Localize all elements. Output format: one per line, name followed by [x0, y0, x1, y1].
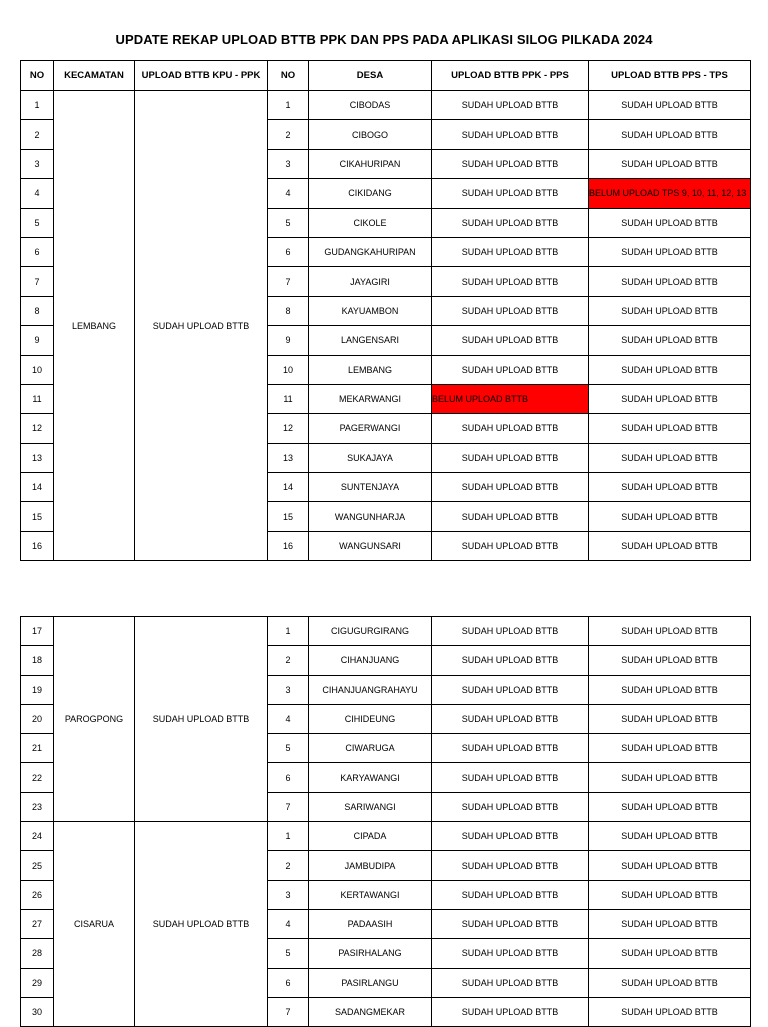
desa-name: LEMBANG: [309, 355, 432, 384]
pps-tps-status: SUDAH UPLOAD BTTB: [589, 646, 751, 675]
row-number: 26: [21, 880, 54, 909]
row-number: 30: [21, 997, 54, 1026]
desa-number: 12: [268, 414, 309, 443]
desa-number: 6: [268, 237, 309, 266]
table-header-row: [21, 61, 751, 91]
row-number: 25: [21, 851, 54, 880]
row-number: 20: [21, 704, 54, 733]
desa-number: 5: [268, 939, 309, 968]
row-number: 4: [21, 179, 54, 208]
row-number: 24: [21, 822, 54, 851]
desa-number: 7: [268, 997, 309, 1026]
ppk-pps-status: SUDAH UPLOAD BTTB: [432, 968, 589, 997]
pps-tps-status: SUDAH UPLOAD BTTB: [589, 355, 751, 384]
ppk-pps-status: SUDAH UPLOAD BTTB: [432, 939, 589, 968]
desa-number: 6: [268, 968, 309, 997]
pps-tps-status: SUDAH UPLOAD BTTB: [589, 326, 751, 355]
desa-name: PADAASIH: [309, 909, 432, 938]
ppk-pps-status: SUDAH UPLOAD BTTB: [432, 208, 589, 237]
row-number: 7: [21, 267, 54, 296]
ppk-pps-status: SUDAH UPLOAD BTTB: [432, 822, 589, 851]
pps-tps-status: SUDAH UPLOAD BTTB: [589, 414, 751, 443]
pps-tps-status: SUDAH UPLOAD BTTB: [589, 237, 751, 266]
desa-number: 3: [268, 675, 309, 704]
header-kecamatan: KECAMATAN: [54, 61, 135, 91]
pps-tps-status: SUDAH UPLOAD BTTB: [589, 675, 751, 704]
desa-number: 5: [268, 208, 309, 237]
row-number: 18: [21, 646, 54, 675]
row-number: 14: [21, 473, 54, 502]
row-number: 27: [21, 909, 54, 938]
desa-number: 1: [268, 617, 309, 646]
desa-name: CIGUGURGIRANG: [309, 617, 432, 646]
ppk-pps-status: SUDAH UPLOAD BTTB: [432, 237, 589, 266]
ppk-pps-status: SUDAH UPLOAD BTTB: [432, 880, 589, 909]
desa-name: CIHANJUANGRAHAYU: [309, 675, 432, 704]
desa-name: SUNTENJAYA: [309, 473, 432, 502]
desa-number: 13: [268, 443, 309, 472]
desa-name: CIHIDEUNG: [309, 704, 432, 733]
kpu-ppk-status: SUDAH UPLOAD BTTB: [135, 617, 268, 822]
ppk-pps-status: SUDAH UPLOAD BTTB: [432, 179, 589, 208]
pps-tps-status: SUDAH UPLOAD BTTB: [589, 502, 751, 531]
pps-tps-status: SUDAH UPLOAD BTTB: [589, 909, 751, 938]
desa-number: 2: [268, 851, 309, 880]
kpu-ppk-status: SUDAH UPLOAD BTTB: [135, 822, 268, 1027]
desa-name: KAYUAMBON: [309, 296, 432, 325]
document-title: UPDATE REKAP UPLOAD BTTB PPK DAN PPS PADA APLIKASI SILOG PILKADA 2024: [115, 32, 653, 47]
table-row: [21, 617, 751, 646]
recap-table-parogpong-cisarua: [20, 616, 751, 1027]
ppk-pps-status: SUDAH UPLOAD BTTB: [432, 326, 589, 355]
desa-name: GUDANGKAHURIPAN: [309, 237, 432, 266]
row-number: 23: [21, 792, 54, 821]
pps-tps-status: SUDAH UPLOAD BTTB: [589, 473, 751, 502]
pps-tps-status: SUDAH UPLOAD BTTB: [589, 617, 751, 646]
ppk-pps-status: SUDAH UPLOAD BTTB: [432, 355, 589, 384]
desa-name: PASIRLANGU: [309, 968, 432, 997]
row-number: 29: [21, 968, 54, 997]
desa-name: CIWARUGA: [309, 734, 432, 763]
pps-tps-status: BELUM UPLOAD TPS 9, 10, 11, 12, 13: [589, 179, 751, 208]
pps-tps-status: SUDAH UPLOAD BTTB: [589, 384, 751, 413]
ppk-pps-status: SUDAH UPLOAD BTTB: [432, 473, 589, 502]
desa-name: WANGUNHARJA: [309, 502, 432, 531]
ppk-pps-status: SUDAH UPLOAD BTTB: [432, 267, 589, 296]
pps-tps-status: SUDAH UPLOAD BTTB: [589, 734, 751, 763]
ppk-pps-status: SUDAH UPLOAD BTTB: [432, 91, 589, 120]
ppk-pps-status: SUDAH UPLOAD BTTB: [432, 763, 589, 792]
recap-table-lembang: [20, 60, 751, 561]
desa-name: SUKAJAYA: [309, 443, 432, 472]
desa-name: MEKARWANGI: [309, 384, 432, 413]
desa-name: CIKOLE: [309, 208, 432, 237]
ppk-pps-status: BELUM UPLOAD BTTB: [432, 384, 589, 413]
header-no: NO: [21, 61, 54, 91]
row-number: 15: [21, 502, 54, 531]
kecamatan-cell: CISARUA: [54, 822, 135, 1027]
ppk-pps-status: SUDAH UPLOAD BTTB: [432, 414, 589, 443]
kpu-ppk-status: SUDAH UPLOAD BTTB: [135, 91, 268, 561]
desa-name: CIKIDANG: [309, 179, 432, 208]
desa-number: 4: [268, 179, 309, 208]
ppk-pps-status: SUDAH UPLOAD BTTB: [432, 531, 589, 560]
ppk-pps-status: SUDAH UPLOAD BTTB: [432, 734, 589, 763]
ppk-pps-status: SUDAH UPLOAD BTTB: [432, 792, 589, 821]
ppk-pps-status: SUDAH UPLOAD BTTB: [432, 502, 589, 531]
desa-name: PASIRHALANG: [309, 939, 432, 968]
pps-tps-status: SUDAH UPLOAD BTTB: [589, 296, 751, 325]
desa-name: LANGENSARI: [309, 326, 432, 355]
desa-number: 14: [268, 473, 309, 502]
pps-tps-status: SUDAH UPLOAD BTTB: [589, 704, 751, 733]
desa-name: CIHANJUANG: [309, 646, 432, 675]
ppk-pps-status: SUDAH UPLOAD BTTB: [432, 120, 589, 149]
table-row: [21, 91, 751, 120]
row-number: 21: [21, 734, 54, 763]
desa-number: 7: [268, 792, 309, 821]
desa-number: 11: [268, 384, 309, 413]
row-number: 9: [21, 326, 54, 355]
ppk-pps-status: SUDAH UPLOAD BTTB: [432, 443, 589, 472]
desa-number: 9: [268, 326, 309, 355]
row-number: 10: [21, 355, 54, 384]
desa-number: 5: [268, 734, 309, 763]
row-number: 3: [21, 149, 54, 178]
row-number: 19: [21, 675, 54, 704]
desa-number: 4: [268, 909, 309, 938]
pps-tps-status: SUDAH UPLOAD BTTB: [589, 997, 751, 1026]
pps-tps-status: SUDAH UPLOAD BTTB: [589, 120, 751, 149]
desa-name: CIPADA: [309, 822, 432, 851]
desa-number: 15: [268, 502, 309, 531]
desa-name: CIKAHURIPAN: [309, 149, 432, 178]
desa-number: 3: [268, 149, 309, 178]
header-desa: DESA: [309, 61, 432, 91]
desa-number: 10: [268, 355, 309, 384]
desa-number: 1: [268, 91, 309, 120]
row-number: 6: [21, 237, 54, 266]
row-number: 5: [21, 208, 54, 237]
desa-name: SARIWANGI: [309, 792, 432, 821]
desa-number: 2: [268, 120, 309, 149]
row-number: 17: [21, 617, 54, 646]
ppk-pps-status: SUDAH UPLOAD BTTB: [432, 646, 589, 675]
row-number: 11: [21, 384, 54, 413]
desa-number: 16: [268, 531, 309, 560]
pps-tps-status: SUDAH UPLOAD BTTB: [589, 792, 751, 821]
header-pps-tps: UPLOAD BTTB PPS - TPS: [589, 61, 751, 91]
pps-tps-status: SUDAH UPLOAD BTTB: [589, 880, 751, 909]
row-number: 13: [21, 443, 54, 472]
desa-number: 1: [268, 822, 309, 851]
desa-name: SADANGMEKAR: [309, 997, 432, 1026]
ppk-pps-status: SUDAH UPLOAD BTTB: [432, 149, 589, 178]
desa-number: 2: [268, 646, 309, 675]
pps-tps-status: SUDAH UPLOAD BTTB: [589, 763, 751, 792]
pps-tps-status: SUDAH UPLOAD BTTB: [589, 968, 751, 997]
ppk-pps-status: SUDAH UPLOAD BTTB: [432, 296, 589, 325]
row-number: 28: [21, 939, 54, 968]
pps-tps-status: SUDAH UPLOAD BTTB: [589, 443, 751, 472]
pps-tps-status: SUDAH UPLOAD BTTB: [589, 267, 751, 296]
row-number: 12: [21, 414, 54, 443]
ppk-pps-status: SUDAH UPLOAD BTTB: [432, 704, 589, 733]
kecamatan-cell: PAROGPONG: [54, 617, 135, 822]
pps-tps-status: SUDAH UPLOAD BTTB: [589, 851, 751, 880]
desa-name: KERTAWANGI: [309, 880, 432, 909]
desa-number: 8: [268, 296, 309, 325]
desa-name: JAYAGIRI: [309, 267, 432, 296]
kecamatan-cell: LEMBANG: [54, 91, 135, 561]
desa-name: KARYAWANGI: [309, 763, 432, 792]
ppk-pps-status: SUDAH UPLOAD BTTB: [432, 675, 589, 704]
desa-number: 4: [268, 704, 309, 733]
row-number: 2: [21, 120, 54, 149]
header-ppk-pps: UPLOAD BTTB PPK - PPS: [432, 61, 589, 91]
pps-tps-status: SUDAH UPLOAD BTTB: [589, 531, 751, 560]
desa-name: CIBOGO: [309, 120, 432, 149]
table-row: [21, 822, 751, 851]
header-no-desa: NO: [268, 61, 309, 91]
desa-number: 6: [268, 763, 309, 792]
pps-tps-status: SUDAH UPLOAD BTTB: [589, 939, 751, 968]
ppk-pps-status: SUDAH UPLOAD BTTB: [432, 851, 589, 880]
desa-name: WANGUNSARI: [309, 531, 432, 560]
pps-tps-status: SUDAH UPLOAD BTTB: [589, 91, 751, 120]
desa-name: PAGERWANGI: [309, 414, 432, 443]
row-number: 22: [21, 763, 54, 792]
desa-number: 7: [268, 267, 309, 296]
desa-name: JAMBUDIPA: [309, 851, 432, 880]
desa-name: CIBODAS: [309, 91, 432, 120]
row-number: 1: [21, 91, 54, 120]
pps-tps-status: SUDAH UPLOAD BTTB: [589, 208, 751, 237]
pps-tps-status: SUDAH UPLOAD BTTB: [589, 822, 751, 851]
desa-number: 3: [268, 880, 309, 909]
ppk-pps-status: SUDAH UPLOAD BTTB: [432, 997, 589, 1026]
row-number: 8: [21, 296, 54, 325]
header-kpu-ppk: UPLOAD BTTB KPU - PPK: [135, 61, 268, 91]
pps-tps-status: SUDAH UPLOAD BTTB: [589, 149, 751, 178]
ppk-pps-status: SUDAH UPLOAD BTTB: [432, 909, 589, 938]
row-number: 16: [21, 531, 54, 560]
ppk-pps-status: SUDAH UPLOAD BTTB: [432, 617, 589, 646]
